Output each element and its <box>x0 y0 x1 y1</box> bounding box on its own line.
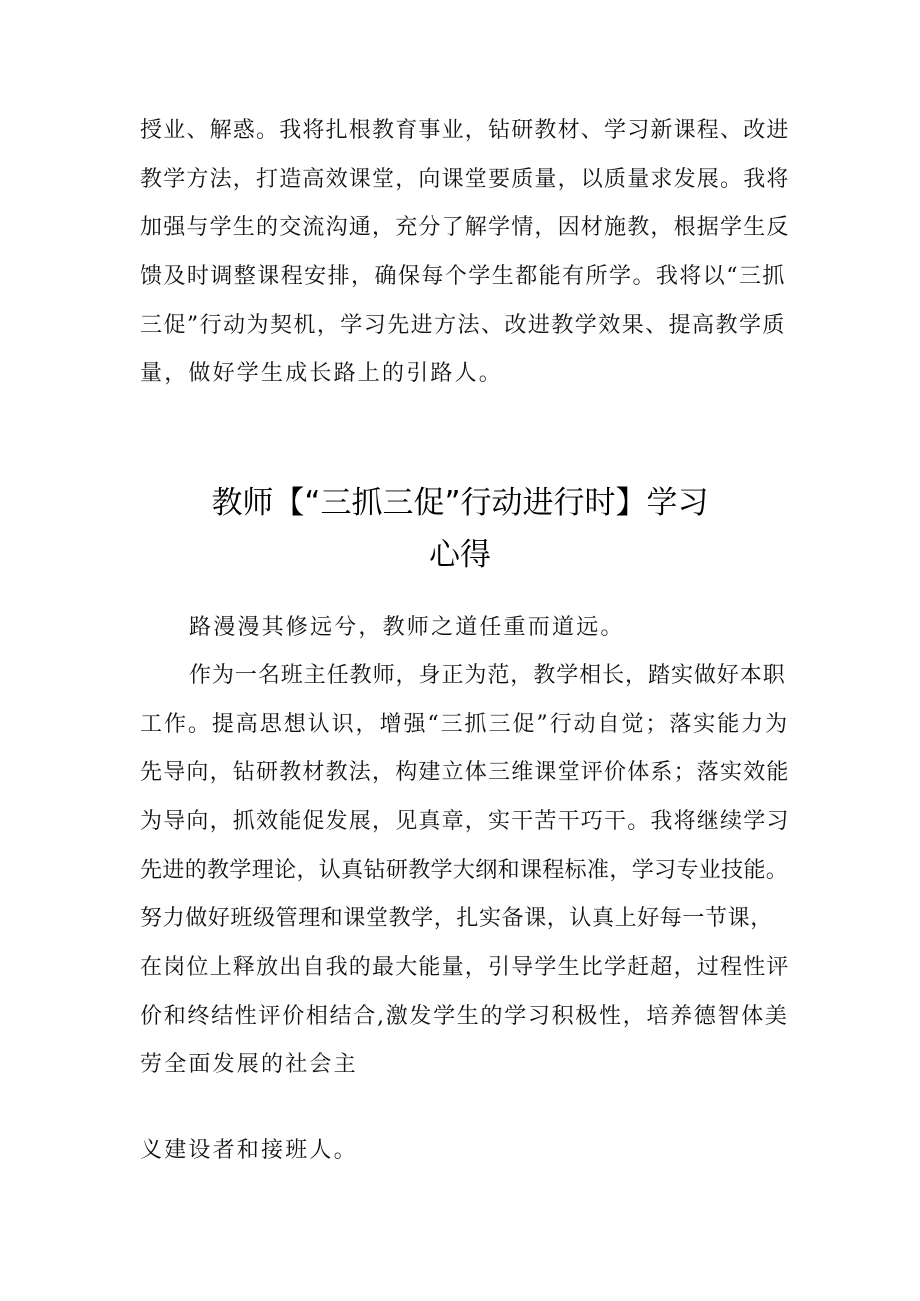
opening-line: 路漫漫其修远兮，教师之道任重而道远。 <box>189 615 625 640</box>
paragraph-line: 馈及时调整课程安排，确保每个学生都能有所学。我将以“三抓 <box>140 264 786 289</box>
paragraph-line: 劳全面发展的社会主 <box>140 1052 358 1077</box>
paragraph-line: 作为一名班主任教师，身正为范，教学相长，踏实做好本职 <box>189 663 786 688</box>
paragraph-line: 量，做好学生成长路上的引路人。 <box>140 361 504 386</box>
paragraph-line: 工作。提高思想认识，增强“三抓三促”行动自觉；落实能力为 <box>140 712 790 737</box>
paragraph-line: 在岗位上释放出自我的最大能量，引导学生比学赶超，过程性评 <box>140 955 790 980</box>
paragraph-line: 先进的教学理论，认真钻研教学大纲和课程标准，学习专业技能。 <box>140 858 789 883</box>
paragraph-line: 教学方法，打造高效课堂，向课堂要质量，以质量求发展。我将 <box>140 167 790 192</box>
title-line: 心得 <box>429 537 491 573</box>
paragraph-line: 先导向，钻研教材教法，构建立体三维课堂评价体系；落实效能 <box>140 760 790 785</box>
paragraph-line: 加强与学生的交流沟通，充分了解学情，因材施教，根据学生反 <box>140 215 790 240</box>
paragraph-line: 三促”行动为契机，学习先进方法、改进教学效果、提高教学质 <box>140 313 786 338</box>
paragraph-line: 为导向，抓效能促发展，见真章，实干苦干巧干。我将继续学习 <box>140 809 790 834</box>
paragraph-line: 价和终结性评价相结合,激发学生的学习积极性，培养德智体美 <box>140 1004 789 1029</box>
continuation-line: 义建设者和接班人。 <box>140 1138 358 1163</box>
paragraph-line: 努力做好班级管理和课堂教学，扎实备课，认真上好每一节课， <box>140 906 773 931</box>
title-line: 教师【“三抓三促”行动进行时】学习 <box>211 485 709 521</box>
paragraph-line: 授业、解惑。我将扎根教育事业，钻研教材、学习新课程、改进 <box>140 118 790 143</box>
